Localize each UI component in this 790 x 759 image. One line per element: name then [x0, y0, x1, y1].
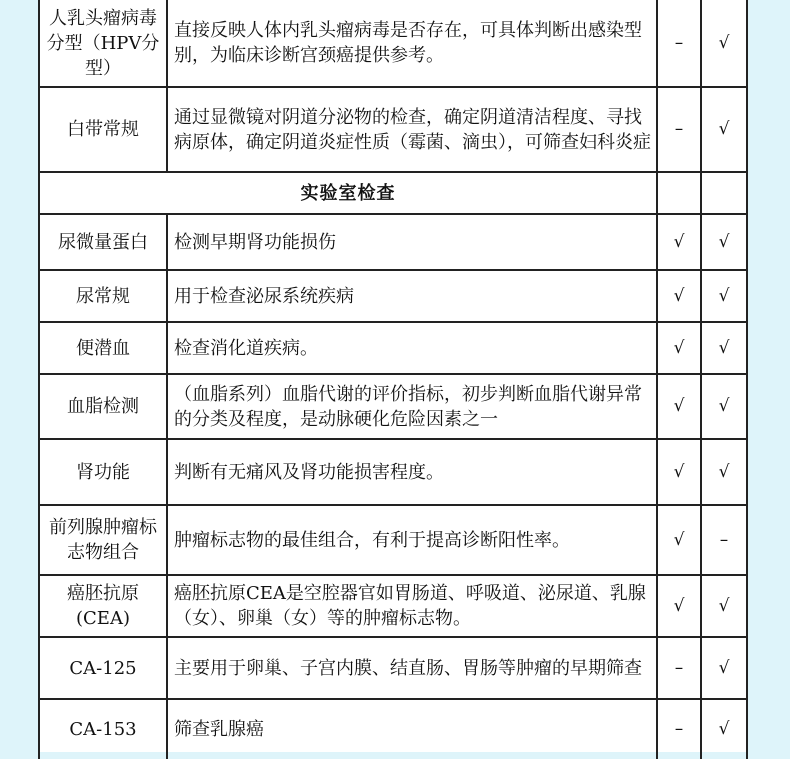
empty-cell	[657, 172, 701, 214]
male-mark: √	[657, 322, 701, 374]
item-name: 癌胚抗原(CEA)	[39, 575, 167, 637]
item-description: 通过显微镜对阴道分泌物的检查，确定阴道清洁程度、寻找病原体，确定阴道炎症性质（霉菌、滴虫），可筛查妇科炎症	[167, 87, 657, 172]
table-row	[39, 322, 747, 374]
item-name: 人乳头瘤病毒分型（HPV分型）	[39, 0, 167, 87]
item-name: 前列腺肿瘤标志物组合	[39, 505, 167, 575]
item-description: 主要用于卵巢、子宫内膜、结直肠、胃肠等肿瘤的早期筛查	[167, 637, 657, 699]
male-mark: √	[657, 575, 701, 637]
item-description: 判断有无痛风及肾功能损害程度。	[167, 439, 657, 505]
item-description: 肿瘤标志物的最佳组合，有利于提高诊断阳性率。	[167, 505, 657, 575]
item-name: CA-125	[39, 637, 167, 699]
male-mark: √	[657, 270, 701, 322]
table-row	[39, 374, 747, 439]
item-name: 尿常规	[39, 270, 167, 322]
checkup-table	[38, 0, 748, 759]
table-row	[39, 214, 747, 270]
female-mark: √	[701, 270, 747, 322]
item-name: 肾功能	[39, 439, 167, 505]
female-mark: √	[701, 699, 747, 759]
item-description: 癌胚抗原CEA是空腔器官如胃肠道、呼吸道、泌尿道、乳腺（女）、卵巢（女）等的肿瘤标志物。	[167, 575, 657, 637]
female-mark: √	[701, 322, 747, 374]
item-name: 便潜血	[39, 322, 167, 374]
section-title: 实验室检查	[39, 172, 657, 214]
item-description: 用于检查泌尿系统疾病	[167, 270, 657, 322]
female-mark: –	[701, 505, 747, 575]
male-mark: √	[657, 374, 701, 439]
male-mark: –	[657, 0, 701, 87]
male-mark: √	[657, 439, 701, 505]
table-row	[39, 439, 747, 505]
item-description: （血脂系列）血脂代谢的评价指标，初步判断血脂代谢异常的分类及程度，是动脉硬化危险因素之一	[167, 374, 657, 439]
empty-cell	[701, 172, 747, 214]
item-description: 检测早期肾功能损伤	[167, 214, 657, 270]
female-mark: √	[701, 214, 747, 270]
male-mark: –	[657, 699, 701, 759]
male-mark: √	[657, 214, 701, 270]
male-mark: √	[657, 505, 701, 575]
female-mark: √	[701, 87, 747, 172]
table-row	[39, 270, 747, 322]
male-mark: –	[657, 637, 701, 699]
item-name: CA-153	[39, 699, 167, 759]
table-row	[39, 575, 747, 637]
item-name: 尿微量蛋白	[39, 214, 167, 270]
item-description: 直接反映人体内乳头瘤病毒是否存在，可具体判断出感染型别，为临床诊断宫颈癌提供参考。	[167, 0, 657, 87]
item-description: 筛查乳腺癌	[167, 699, 657, 759]
table-row	[39, 699, 747, 759]
table-row	[39, 505, 747, 575]
item-name: 血脂检测	[39, 374, 167, 439]
table-row	[39, 0, 747, 87]
male-mark: –	[657, 87, 701, 172]
female-mark: √	[701, 0, 747, 87]
item-description: 检查消化道疾病。	[167, 322, 657, 374]
female-mark: √	[701, 374, 747, 439]
item-name: 白带常规	[39, 87, 167, 172]
female-mark: √	[701, 637, 747, 699]
table-row	[39, 637, 747, 699]
female-mark: √	[701, 575, 747, 637]
table-row	[39, 87, 747, 172]
section-row	[39, 172, 747, 214]
female-mark: √	[701, 439, 747, 505]
